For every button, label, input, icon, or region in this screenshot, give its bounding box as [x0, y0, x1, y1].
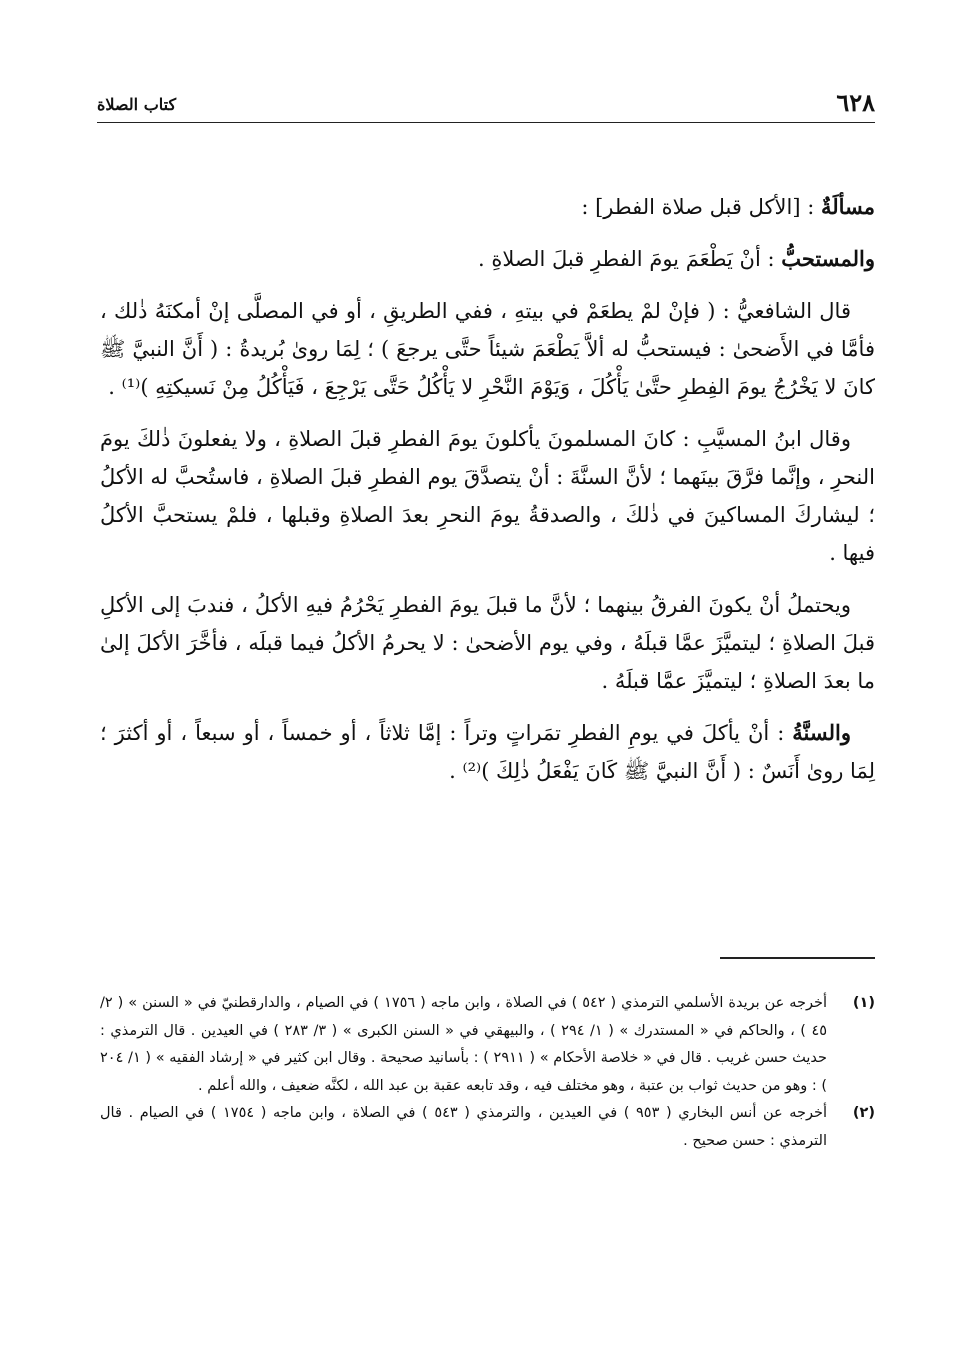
issue-label: مسألَةٌ [820, 194, 875, 219]
page-number: ٦٢٨ [836, 88, 875, 117]
paragraph-5-lead: والسنَّةُ [792, 720, 851, 745]
paragraph-1 [100, 240, 875, 278]
paragraph-5-text: : أنْ يأكلَ في يومِ الفطرِ تمَراتٍ وتراً : إمَّا ثلاثاً ، أو خمساً ، أو سبعاً ، أو أكثرَ ؛ لِمَا روىٰ أَنَسٌ : ( أَنَّ النبيَّ ﷺ كَانَ يَفْعَلُ ذٰلِكَ )⁽²⁾ . [100, 721, 875, 783]
issue-heading [100, 188, 875, 226]
paragraph-3: وقال ابنُ المسيَّبِ : كانَ المسلمونَ يأكلونَ يومَ الفطرِ قبلَ الصلاةِ ، ولا يفعلونَ ذٰلكَ يومَ النحرِ ، وإنَّما فرَّقَ بينَهما ؛ لأنَّ السنَّةَ : أنْ يتصدَّقَ يوم الفطرِ قبلَ الصلاةِ ، فاستُحبَّ له الأكلُ ؛ ليشاركَ المساكينَ في ذٰلكَ ، والصدقةُ يومَ النحرِ بعدَ الصلاةِ وقبلها ، فلمْ يستحبَّ الأكلُ فيها . [100, 427, 875, 565]
footnote-1 [100, 990, 875, 1100]
page-header [97, 88, 875, 123]
footnote-separator [720, 957, 875, 959]
footnote-2 [100, 1100, 875, 1155]
paragraph-1-lead: والمستحبُّ [781, 246, 875, 271]
paragraph-1-text: : أنْ يَطْعَمَ يومَ الفطرِ قبلَ الصلاةِ . [478, 247, 782, 271]
footnote-1-text: أخرجه عن بريدة الأسلمي الترمذي ( ٥٤٢ ) في الصلاة ، وابن ماجه ( ١٧٥٦ ) في الصيام ، والدارقطنيّ في « السنن » ( ٢/ ٤٥ ) ، والحاكم في « المستدرك » ( ١/ ٢٩٤ ) ، والبيهقي في « السنن الكبرى » ( ٣/ ٢٨٣ ) في العيدين . قال الترمذي : حديث حسن غريب . قال في « خلاصة الأحكام » ( ٢٩١١ ) : بأسانيد صحيحة . وقال ابن كثير في « إرشاد الفقيه » ( ١/ ٢٠٤ ) : وهو من حديث ثواب بن عتبة ، وهو مختلف فيه ، وقد تابعه عقبة بن عبد الله ، لكنَّه ضعيف ، والله أعلم . [100, 995, 828, 1094]
footnotes [100, 990, 875, 1155]
paragraph-4: ويحتملُ أنْ يكونَ الفرقُ بينهما ؛ لأنَّ ما قبلَ يومَ الفطرِ يَحْرُمُ فيهِ الأكلُ ، فندبَ إلى الأكلِ قبلَ الصلاةِ ؛ ليتميَّزَ عمَّا قبلَهُ ، وفي يوم الأضحىٰ : لا يحرمُ الأكلُ فيما قبلَه ، فأخَّرَ الأكلَ إلىٰ ما بعدَ الصلاةِ ؛ ليتميَّزَ عمَّا قبلَهُ . [100, 593, 875, 693]
running-title: كتاب الصلاة [97, 95, 177, 114]
footnote-2-mark: (٢) [852, 1105, 875, 1121]
paragraph-5 [100, 714, 875, 790]
paragraph-2: قال الشافعيُّ : ( فإنْ لمْ يطعَمْ في بيتهِ ، ففي الطريقِ ، أو في المصلَّى إنْ أمكنَهُ ذٰلك ، فأمَّا في الأَضحىٰ : فيستحبُّ له ألاَّ يَطْعَمَ شيئاً حتَّى يرجعَ ) ؛ لِمَا روىٰ بُريدةُ : ( أَنَّ النبيَّ ﷺ كانَ لا يَخْرُجُ يومَ الفِطرِ حتَّىٰ يَأْكُلَ ، وَيَوْمَ النَّحْرِ لا يَأْكُلُ حَتَّى يَرْجِعَ ، فَيَأْكُلُ مِنْ نَسيكتِهِ )⁽¹⁾ . [100, 299, 875, 399]
main-text [100, 188, 875, 790]
footnote-1-mark: (١) [852, 995, 875, 1011]
footnote-2-text: أخرجه عن أنس البخاري ( ٩٥٣ ) في العيدين ، والترمذي ( ٥٤٣ ) في الصلاة ، وابن ماجه ( ١٧٥٤ ) في الصيام . قال الترمذي : حسن صحيح . [100, 1105, 827, 1149]
issue-title: : [الأكل قبل صلاة الفطر] : [581, 195, 821, 219]
